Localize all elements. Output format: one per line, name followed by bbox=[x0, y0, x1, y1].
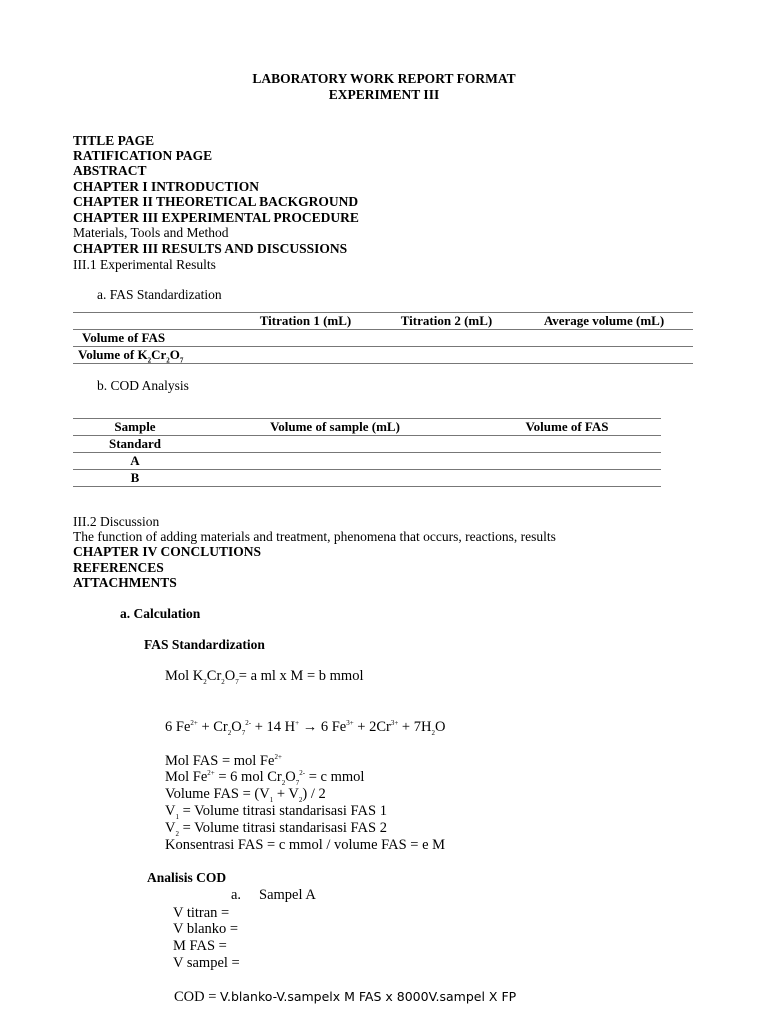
table-row bbox=[73, 453, 661, 470]
table-row bbox=[73, 470, 661, 487]
fas-section-label: a. FAS Standardization bbox=[97, 287, 222, 302]
cod-calc-heading: Analisis COD bbox=[147, 870, 227, 885]
outline-item: CHAPTER III RESULTS AND DISCUSSIONS bbox=[73, 241, 348, 256]
table-header-cell: Volume of FAS bbox=[525, 419, 609, 434]
table-header-cell bbox=[73, 313, 233, 330]
table-row-label: A bbox=[130, 453, 140, 468]
table-header-row bbox=[73, 313, 693, 330]
cod-var: V sampel = bbox=[173, 955, 240, 971]
table-header-cell: Titration 2 (mL) bbox=[400, 313, 493, 328]
calc-line: Volume FAS = $(V_1 + V_2) / 2$ bbox=[165, 786, 326, 804]
table-row-label: Standard bbox=[108, 436, 162, 451]
document-title: LABORATORY WORK REPORT FORMAT bbox=[252, 71, 516, 86]
calc-line: $V_1$ = Volume titrasi standarisasi FAS 1 bbox=[165, 803, 387, 821]
table-header-cell: Volume of sample (mL) bbox=[270, 419, 400, 434]
outline-item: CHAPTER I INTRODUCTION bbox=[73, 179, 260, 194]
arrow-icon: → bbox=[299, 719, 321, 735]
closing-item: CHAPTER IV CONCLUTIONS bbox=[73, 544, 262, 559]
closing-item: REFERENCES bbox=[73, 560, 164, 575]
table-row bbox=[73, 347, 693, 364]
table-row-label: Volume of $K_2Cr_2O_7$ bbox=[78, 347, 184, 365]
reaction-equation: 6 $Fe^{2+} + Cr_2O_7^{2-} + 14$ H+ → 6 $Fe^{3+} + 2Cr^{3+} + 7H_2O$ bbox=[165, 719, 446, 737]
cod-sub-label: a. bbox=[231, 887, 242, 903]
closing-item: ATTACHMENTS bbox=[73, 575, 177, 590]
discussion-text: The function of adding materials and treatment, phenomena that occurs, reactions, results bbox=[73, 529, 556, 544]
cod-section-label: b. COD Analysis bbox=[97, 378, 189, 393]
outline-item: CHAPTER II THEORETICAL BACKGROUND bbox=[73, 194, 359, 209]
outline-item: III.1 Experimental Results bbox=[73, 257, 216, 272]
calc-line: Mol FAS = mol $Fe^{2+}$ bbox=[165, 753, 282, 769]
table-header-row bbox=[73, 419, 661, 436]
calc-line: Konsentrasi FAS = c mmol / volume FAS = e M bbox=[165, 837, 446, 853]
outline-item: ABSTRACT bbox=[73, 163, 147, 178]
calculation-label: a. Calculation bbox=[120, 606, 201, 621]
mol-k2cr2o7-line: Mol $K_2Cr_2O_7= a$ ml x M = b mmol bbox=[165, 668, 364, 686]
discussion-heading: III.2 Discussion bbox=[73, 514, 160, 529]
fas-table bbox=[73, 312, 693, 364]
cod-var: V titran = bbox=[173, 905, 230, 921]
outline-item: RATIFICATION PAGE bbox=[73, 148, 213, 163]
calc-line: Mol $Fe^{2+} = 6$ mol $Cr_2O_7^{2-} = c$ mmol bbox=[165, 769, 365, 787]
cod-var: M FAS = bbox=[173, 938, 227, 954]
fas-calc-heading: FAS Standardization bbox=[144, 637, 265, 652]
outline-item: Materials, Tools and Method bbox=[73, 225, 229, 240]
table-row bbox=[73, 436, 661, 453]
cod-sub-text: Sampel A bbox=[259, 887, 316, 903]
table-header-cell: Titration 1 (mL) bbox=[259, 313, 352, 328]
cod-formula: COD = V.blanko-V.sampelx M FAS x 8000V.sampel X FP bbox=[174, 989, 517, 1005]
table-header-cell: Sample bbox=[114, 419, 156, 434]
table-row-label: B bbox=[130, 470, 140, 485]
calc-line: $V_2$ = Volume titrasi standarisasi FAS 2 bbox=[165, 820, 387, 838]
table-header-cell: Average volume (mL) bbox=[543, 313, 665, 328]
cod-var: V blanko = bbox=[173, 921, 239, 937]
outline-item: CHAPTER III EXPERIMENTAL PROCEDURE bbox=[73, 210, 359, 225]
cod-table bbox=[73, 418, 661, 487]
table-row bbox=[73, 330, 693, 347]
table-row-label: Volume of FAS bbox=[82, 330, 166, 345]
outline-item: TITLE PAGE bbox=[73, 133, 155, 148]
document-subtitle: EXPERIMENT III bbox=[328, 87, 440, 102]
